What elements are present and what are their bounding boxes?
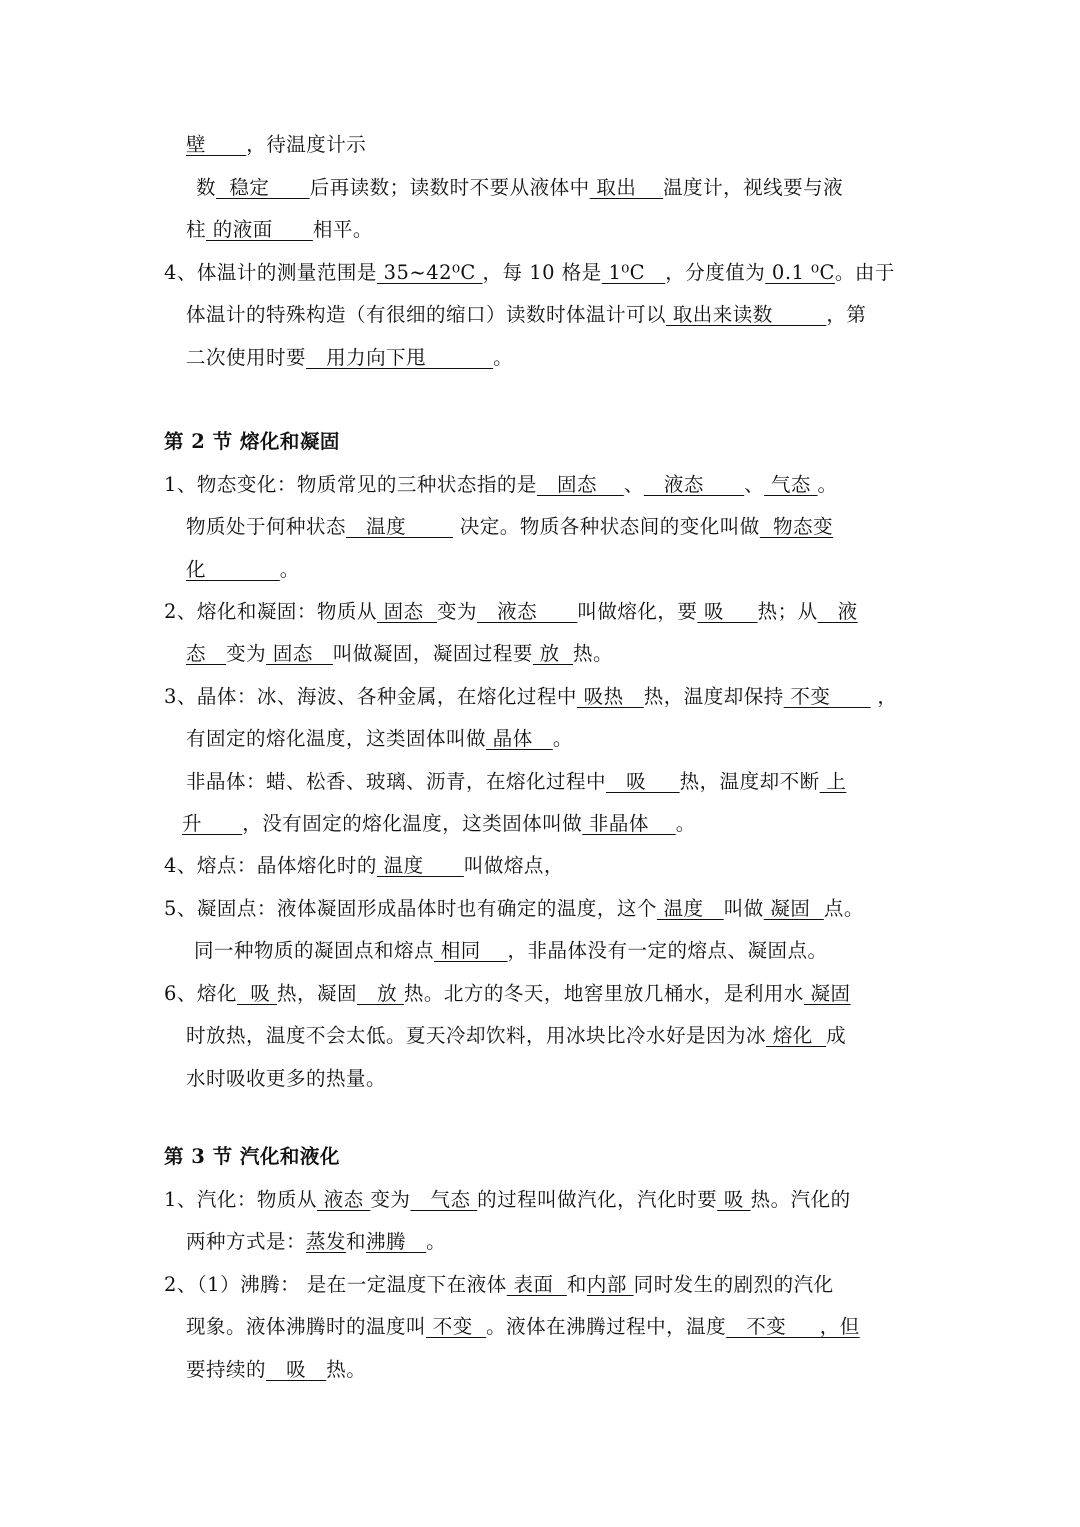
- text: 的过程叫做汽化，汽化时要: [477, 1188, 718, 1211]
- answer-blank: 不变 ，但: [726, 1315, 860, 1338]
- answer-blank: 吸: [697, 600, 758, 623]
- text: ，非晶体没有一定的熔点、凝固点。: [507, 939, 828, 962]
- answer-blank: 液态: [477, 600, 578, 623]
- text: 决定。物质各种状态间的变化叫做: [453, 515, 760, 538]
- text: 相平。: [312, 218, 373, 241]
- text: 两种方式是：: [186, 1230, 307, 1253]
- section-title: 第 3 节 汽化和液化: [164, 1145, 340, 1168]
- text: 2、熔化和凝固：物质从: [164, 600, 377, 623]
- text-line: [186, 216, 373, 244]
- text: 热，温度却不断: [679, 770, 820, 793]
- text: 6、熔化: [164, 982, 237, 1005]
- text-line: [186, 556, 300, 584]
- text-line: [186, 1356, 366, 1384]
- text: 。液体在沸腾过程中，温度: [486, 1315, 727, 1338]
- text: 。: [426, 1230, 447, 1253]
- text: 、: [744, 473, 765, 496]
- text: 1、物态变化：物质常见的三种状态指的是: [164, 473, 537, 496]
- text: 。由于: [834, 261, 895, 284]
- answer-blank: 固态: [536, 473, 624, 496]
- answer-blank: 温度: [656, 897, 724, 920]
- text-line: [164, 598, 858, 626]
- text: 。: [493, 346, 514, 369]
- text: 温度计，视线要与液: [663, 176, 844, 199]
- answer-blank: 液: [817, 600, 858, 623]
- text: 热。汽化的: [750, 1188, 851, 1211]
- answer-blank: 态: [186, 642, 227, 665]
- answer-blank: 固态: [376, 600, 438, 623]
- answer-blank: 吸: [606, 770, 680, 793]
- text: 变为: [226, 642, 267, 665]
- text: 现象。液体沸腾时的温度叫: [186, 1315, 427, 1338]
- text: 2、（1）沸腾： 是在一定温度下在液体: [164, 1273, 507, 1296]
- text: 热。北方的冬天，地窖里放几桶水，是利用水: [403, 982, 804, 1005]
- text: 成: [826, 1024, 847, 1047]
- text: ，每 10 格是: [482, 261, 602, 284]
- answer-blank: 晶体: [486, 727, 553, 750]
- text: 柱: [186, 218, 207, 241]
- text: 和: [566, 1273, 587, 1296]
- text-line: [164, 852, 564, 880]
- answer-blank: 稳定: [216, 176, 310, 199]
- answer-blank: 内部: [586, 1273, 634, 1296]
- text: ，待温度计示: [246, 133, 367, 156]
- text: 变为: [437, 600, 478, 623]
- text: 和: [346, 1230, 367, 1253]
- answer-blank: 气态: [410, 1188, 478, 1211]
- answer-blank: 气态: [764, 473, 818, 496]
- text-line: [186, 725, 573, 753]
- text-line: [164, 1271, 834, 1299]
- text-line: [186, 1313, 860, 1341]
- text: 叫做凝固，凝固过程要: [332, 642, 533, 665]
- text: 4、熔点：晶体熔化时的: [164, 854, 377, 877]
- text: 同时发生的剧烈的汽化: [633, 1273, 834, 1296]
- text-line: [164, 895, 864, 923]
- text: 热，凝固: [277, 982, 358, 1005]
- answer-blank: 液态: [643, 473, 745, 496]
- text: 3、晶体：冰、海波、各种金属，在熔化过程中: [164, 685, 577, 708]
- answer-blank: 不变: [783, 685, 871, 708]
- text-line: [164, 259, 895, 287]
- text-line: [186, 640, 613, 668]
- answer-blank: 凝固: [763, 897, 824, 920]
- text: 叫做熔点，: [463, 854, 564, 877]
- answer-blank: 不变: [426, 1315, 487, 1338]
- answer-blank: 沸腾: [366, 1230, 427, 1253]
- text: ，分度值为: [665, 261, 766, 284]
- answer-blank: 放: [357, 982, 404, 1005]
- answer-blank: 化: [186, 558, 280, 581]
- text: 。: [279, 558, 300, 581]
- text-line: [186, 344, 513, 372]
- answer-blank: 相同: [434, 939, 508, 962]
- text: ，: [870, 685, 898, 708]
- text: 1、汽化：物质从: [164, 1188, 317, 1211]
- text-line: [186, 1065, 386, 1093]
- text-line: [186, 1022, 846, 1050]
- text: 点。: [823, 897, 864, 920]
- text-line: [186, 768, 846, 796]
- answer-blank: 取出: [589, 176, 664, 199]
- answer-blank: 的液面: [206, 218, 313, 241]
- text: 叫做: [723, 897, 764, 920]
- text: 体温计的特殊构造（有很细的缩口）读数时体温计可以: [186, 303, 667, 326]
- text-line: [196, 174, 843, 202]
- text: 热；从: [757, 600, 818, 623]
- text: 物质处于何种状态: [186, 515, 347, 538]
- text-line: [164, 683, 897, 711]
- text-line: [164, 1186, 851, 1214]
- text: 4、体温计的测量范围是: [164, 261, 377, 284]
- answer-blank: 吸: [236, 982, 278, 1005]
- answer-blank: 蒸发: [306, 1230, 347, 1253]
- answer-blank: 取出来读数: [666, 303, 827, 326]
- text: 。: [675, 812, 696, 835]
- text: 数: [196, 176, 217, 199]
- answer-blank: 用力向下甩: [306, 346, 494, 369]
- text: 。: [817, 473, 838, 496]
- text-line: [186, 1228, 446, 1256]
- text: ，没有固定的熔化温度，这类固体叫做: [242, 812, 583, 835]
- text-line: [186, 513, 833, 541]
- answer-blank: 固态: [266, 642, 333, 665]
- text-line: [194, 937, 828, 965]
- text-line: [164, 471, 838, 499]
- text: 、: [623, 473, 644, 496]
- section-title: 第 2 节 熔化和凝固: [164, 430, 340, 453]
- text: 水时吸收更多的热量。: [186, 1067, 387, 1090]
- text: 变为: [370, 1188, 411, 1211]
- answer-blank: 35~42⁰C: [376, 261, 483, 284]
- text: 热。: [573, 642, 614, 665]
- text-line: [186, 131, 366, 159]
- answer-blank: 吸: [717, 1188, 751, 1211]
- answer-blank: 吸热: [576, 685, 644, 708]
- text: 有固定的熔化温度，这类固体叫做: [186, 727, 487, 750]
- text: 后再读数；读数时不要从液体中: [309, 176, 590, 199]
- answer-blank: 表面: [506, 1273, 567, 1296]
- text: 要持续的: [186, 1358, 267, 1381]
- answer-blank: 放: [532, 642, 574, 665]
- text-line: [186, 301, 866, 329]
- text: 热。: [326, 1358, 367, 1381]
- text: 时放热，温度不会太低。夏天冷却饮料，用冰块比冷水好是因为冰: [186, 1024, 767, 1047]
- text: 5、凝固点：液体凝固形成晶体时也有确定的温度，这个: [164, 897, 657, 920]
- answer-blank: 熔化: [766, 1024, 827, 1047]
- text: 非晶体：蜡、松香、玻璃、沥青，在熔化过程中: [186, 770, 607, 793]
- text-line: [182, 810, 696, 838]
- answer-blank: 1⁰C: [601, 261, 666, 284]
- text: 二次使用时要: [186, 346, 307, 369]
- answer-blank: 吸: [266, 1358, 327, 1381]
- answer-blank: 上: [819, 770, 847, 793]
- answer-blank: 物态变: [759, 515, 834, 538]
- answer-blank: 温度: [376, 854, 464, 877]
- answer-blank: 壁: [186, 133, 247, 156]
- text: ，第: [826, 303, 867, 326]
- answer-blank: 凝固: [803, 982, 851, 1005]
- answer-blank: 升: [182, 812, 243, 835]
- answer-blank: 液态: [316, 1188, 371, 1211]
- text: 热，温度却保持: [643, 685, 784, 708]
- answer-blank: 0.1 ⁰C: [765, 261, 835, 284]
- text: 叫做熔化，要: [577, 600, 698, 623]
- answer-blank: 温度: [346, 515, 454, 538]
- text: 同一种物质的凝固点和熔点: [194, 939, 435, 962]
- text: 。: [552, 727, 573, 750]
- text-line: [164, 980, 851, 1008]
- answer-blank: 非晶体: [582, 812, 676, 835]
